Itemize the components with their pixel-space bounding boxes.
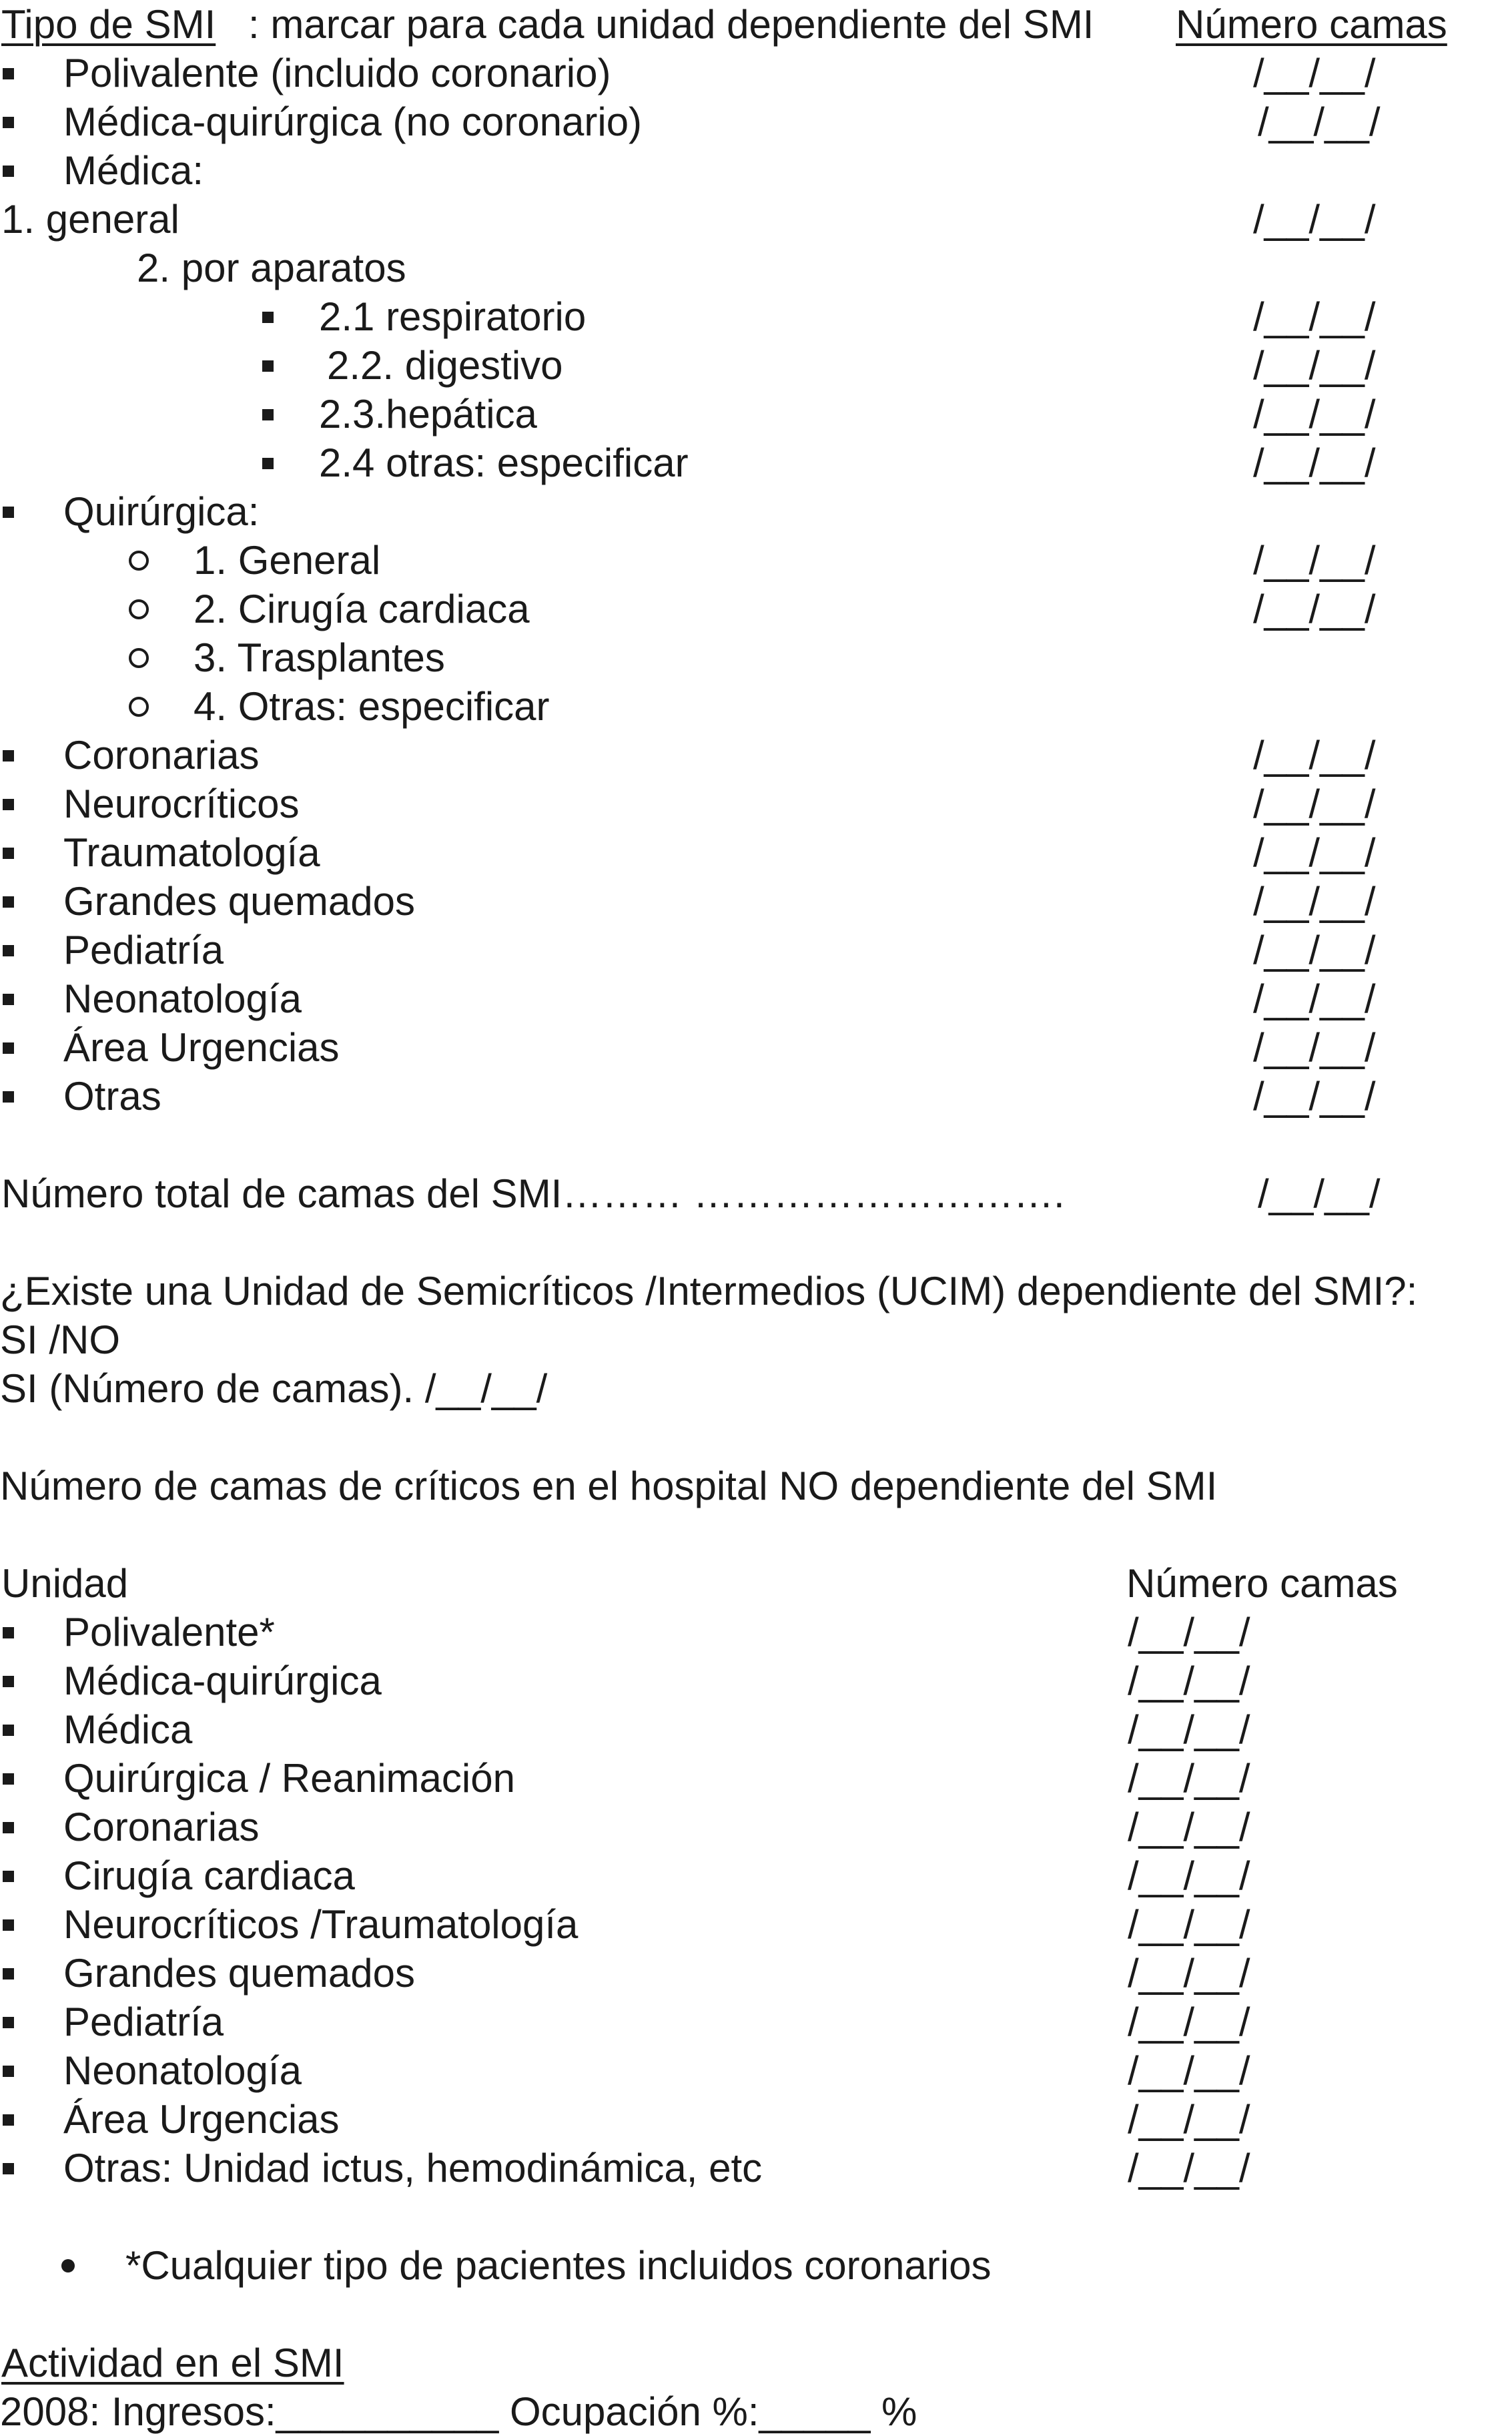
footnote-text: *Cualquier tipo de pacientes incluidos coronarios xyxy=(125,2243,992,2288)
bed-count-field[interactable]: /__/__/ xyxy=(1253,343,1376,388)
bullet-square-icon xyxy=(3,1676,14,1687)
bed-count-field[interactable]: /__/__/ xyxy=(1128,2146,1250,2190)
bed-count-field[interactable]: /__/__/ xyxy=(1253,879,1376,924)
smi-row-label: 2. Cirugía cardiaca xyxy=(194,587,530,631)
bullet-square-icon xyxy=(3,2163,14,2174)
bullet-circle-icon xyxy=(129,599,149,619)
smi-row-label: 4. Otras: especificar xyxy=(194,684,550,729)
bullet-square-icon xyxy=(3,1091,14,1103)
bed-count-field[interactable]: /__/__/ xyxy=(1128,1707,1250,1752)
bed-count-field[interactable]: /__/__/ xyxy=(1128,2048,1250,2093)
smi-row-label: Neurocríticos xyxy=(63,782,300,826)
smi-row-label: Neonatología xyxy=(63,976,302,1021)
bullet-square-icon xyxy=(3,1042,14,1054)
bed-count-field[interactable]: /__/__/ xyxy=(1253,587,1376,631)
bullet-square-icon xyxy=(3,1773,14,1785)
bullet-square-icon xyxy=(3,1968,14,1980)
smi-row-label: 2.2. digestivo xyxy=(327,343,563,388)
bullet-square-icon xyxy=(3,166,14,177)
bullet-square-icon xyxy=(3,507,14,518)
no-smi-row-label: Polivalente* xyxy=(63,1610,275,1654)
bullet-square-icon xyxy=(3,2114,14,2126)
smi-header-right: Número camas xyxy=(1176,2,1447,47)
no-smi-row-label: Pediatría xyxy=(63,2000,224,2044)
bed-count-field[interactable]: /__/__/ xyxy=(1253,440,1376,485)
smi-row-label: 2.3.hepática xyxy=(319,392,537,436)
bed-count-field[interactable]: /__/__/ xyxy=(1128,2000,1250,2044)
ucim-question: ¿Existe una Unidad de Semicríticos /Intermedios (UCIM) dependiente del SMI?: xyxy=(0,1269,1418,1313)
bullet-square-icon xyxy=(3,1871,14,1882)
bullet-square-icon xyxy=(262,360,274,372)
bed-count-field[interactable]: /__/__/ xyxy=(1128,1756,1250,1801)
no-smi-row-label: Quirúrgica / Reanimación xyxy=(63,1756,515,1801)
smi-row-label: Grandes quemados xyxy=(63,879,415,924)
smi-row-label: 3. Trasplantes xyxy=(194,635,445,680)
bullet-square-icon xyxy=(3,799,14,810)
bullet-square-icon xyxy=(3,68,14,79)
bullet-circle-icon xyxy=(129,648,149,668)
bed-count-field[interactable]: /__/__/ xyxy=(1128,1805,1250,1849)
smi-header-label: Tipo de SMI xyxy=(1,2,216,47)
bed-count-field[interactable]: /__/__/ xyxy=(1258,99,1381,144)
bullet-square-icon xyxy=(3,1919,14,1931)
bullet-square-icon xyxy=(3,896,14,908)
bullet-square-icon xyxy=(3,994,14,1005)
bullet-square-icon xyxy=(3,2066,14,2077)
bed-count-field[interactable]: /__/__/ xyxy=(1253,197,1376,242)
bed-count-field[interactable]: /__/__/ xyxy=(1128,1658,1250,1703)
no-smi-title: Número de camas de críticos en el hospital NO dependiente del SMI xyxy=(0,1464,1218,1508)
bed-count-field[interactable]: /__/__/ xyxy=(1128,1610,1250,1654)
bed-count-field[interactable]: /__/__/ xyxy=(1253,392,1376,436)
smi-row-label: Médica: xyxy=(63,148,204,193)
bullet-square-icon xyxy=(3,1725,14,1736)
smi-row-label: 2. por aparatos xyxy=(137,246,406,290)
smi-row-label: 1. General xyxy=(194,538,381,583)
actividad-title-text: Actividad en el SMI xyxy=(1,2341,344,2385)
bullet-square-icon xyxy=(3,1822,14,1833)
smi-header-rest: : marcar para cada unidad dependiente del SMI xyxy=(248,2,1094,47)
actividad-line[interactable]: 2008: Ingresos:__________ Ocupación %:_____ % xyxy=(0,2389,917,2434)
bullet-circle-icon xyxy=(129,697,149,717)
bed-count-field[interactable]: /__/__/ xyxy=(1128,1853,1250,1898)
smi-row-label: Otras xyxy=(63,1074,161,1119)
smi-total-label: Número total de camas del SMI……… ………………………. xyxy=(1,1171,1065,1216)
bed-count-field[interactable]: /__/__/ xyxy=(1253,733,1376,778)
bed-count-field[interactable]: /__/__/ xyxy=(1253,782,1376,826)
no-smi-row-label: Neonatología xyxy=(63,2048,302,2093)
bed-count-field[interactable]: /__/__/ xyxy=(1253,1025,1376,1070)
smi-row-label: 2.4 otras: especificar xyxy=(319,440,689,485)
total-bed-count-field[interactable]: /__/__/ xyxy=(1258,1171,1381,1216)
bed-count-field[interactable]: /__/__/ xyxy=(1253,928,1376,972)
bed-count-field[interactable]: /__/__/ xyxy=(1253,1074,1376,1119)
no-smi-row-label: Área Urgencias xyxy=(63,2097,340,2142)
bullet-square-icon xyxy=(262,312,274,323)
bed-count-field[interactable]: /__/__/ xyxy=(1253,538,1376,583)
no-smi-row-label: Médica-quirúrgica xyxy=(63,1658,382,1703)
bullet-square-icon xyxy=(3,117,14,128)
col-numero: Número camas xyxy=(1126,1561,1398,1606)
bed-count-field[interactable]: /__/__/ xyxy=(1253,830,1376,875)
smi-row-label: 2.1 respiratorio xyxy=(319,294,587,339)
bullet-square-icon xyxy=(262,409,274,420)
bullet-square-icon xyxy=(3,2017,14,2028)
bed-count-field[interactable]: /__/__/ xyxy=(1253,51,1376,95)
bullet-dot-icon xyxy=(61,2259,75,2272)
smi-row-label: Médica-quirúrgica (no coronario) xyxy=(63,99,643,144)
bullet-square-icon xyxy=(3,750,14,762)
bed-count-field[interactable]: /__/__/ xyxy=(1128,1902,1250,1947)
bed-count-field[interactable]: /__/__/ xyxy=(1128,1951,1250,1996)
bed-count-field[interactable]: /__/__/ xyxy=(1253,294,1376,339)
no-smi-row-label: Neurocríticos /Traumatología xyxy=(63,1902,579,1947)
bed-count-field[interactable]: /__/__/ xyxy=(1253,976,1376,1021)
no-smi-row-label: Grandes quemados xyxy=(63,1951,415,1996)
smi-row-label: Traumatología xyxy=(63,830,320,875)
no-smi-row-label: Coronarias xyxy=(63,1805,260,1849)
smi-row-label: Polivalente (incluido coronario) xyxy=(63,51,611,95)
smi-row-label: 1. general xyxy=(1,197,179,242)
col-unidad: Unidad xyxy=(1,1561,129,1606)
no-smi-row-label: Cirugía cardiaca xyxy=(63,1853,355,1898)
no-smi-row-label: Otras: Unidad ictus, hemodinámica, etc xyxy=(63,2146,763,2190)
bullet-square-icon xyxy=(262,458,274,469)
smi-row-label: Pediatría xyxy=(63,928,224,972)
bullet-square-icon xyxy=(3,945,14,956)
bullet-circle-icon xyxy=(129,551,149,571)
ucim-options[interactable]: SI /NO xyxy=(0,1317,121,1362)
bed-count-field[interactable]: /__/__/ xyxy=(1128,2097,1250,2142)
bullet-square-icon xyxy=(3,1627,14,1638)
smi-row-label: Quirúrgica: xyxy=(63,489,260,534)
smi-row-label: Área Urgencias xyxy=(63,1025,340,1070)
bullet-square-icon xyxy=(3,848,14,859)
smi-row-label: Coronarias xyxy=(63,733,260,778)
ucim-beds[interactable]: SI (Número de camas). /__/__/ xyxy=(0,1366,548,1411)
no-smi-row-label: Médica xyxy=(63,1707,193,1752)
